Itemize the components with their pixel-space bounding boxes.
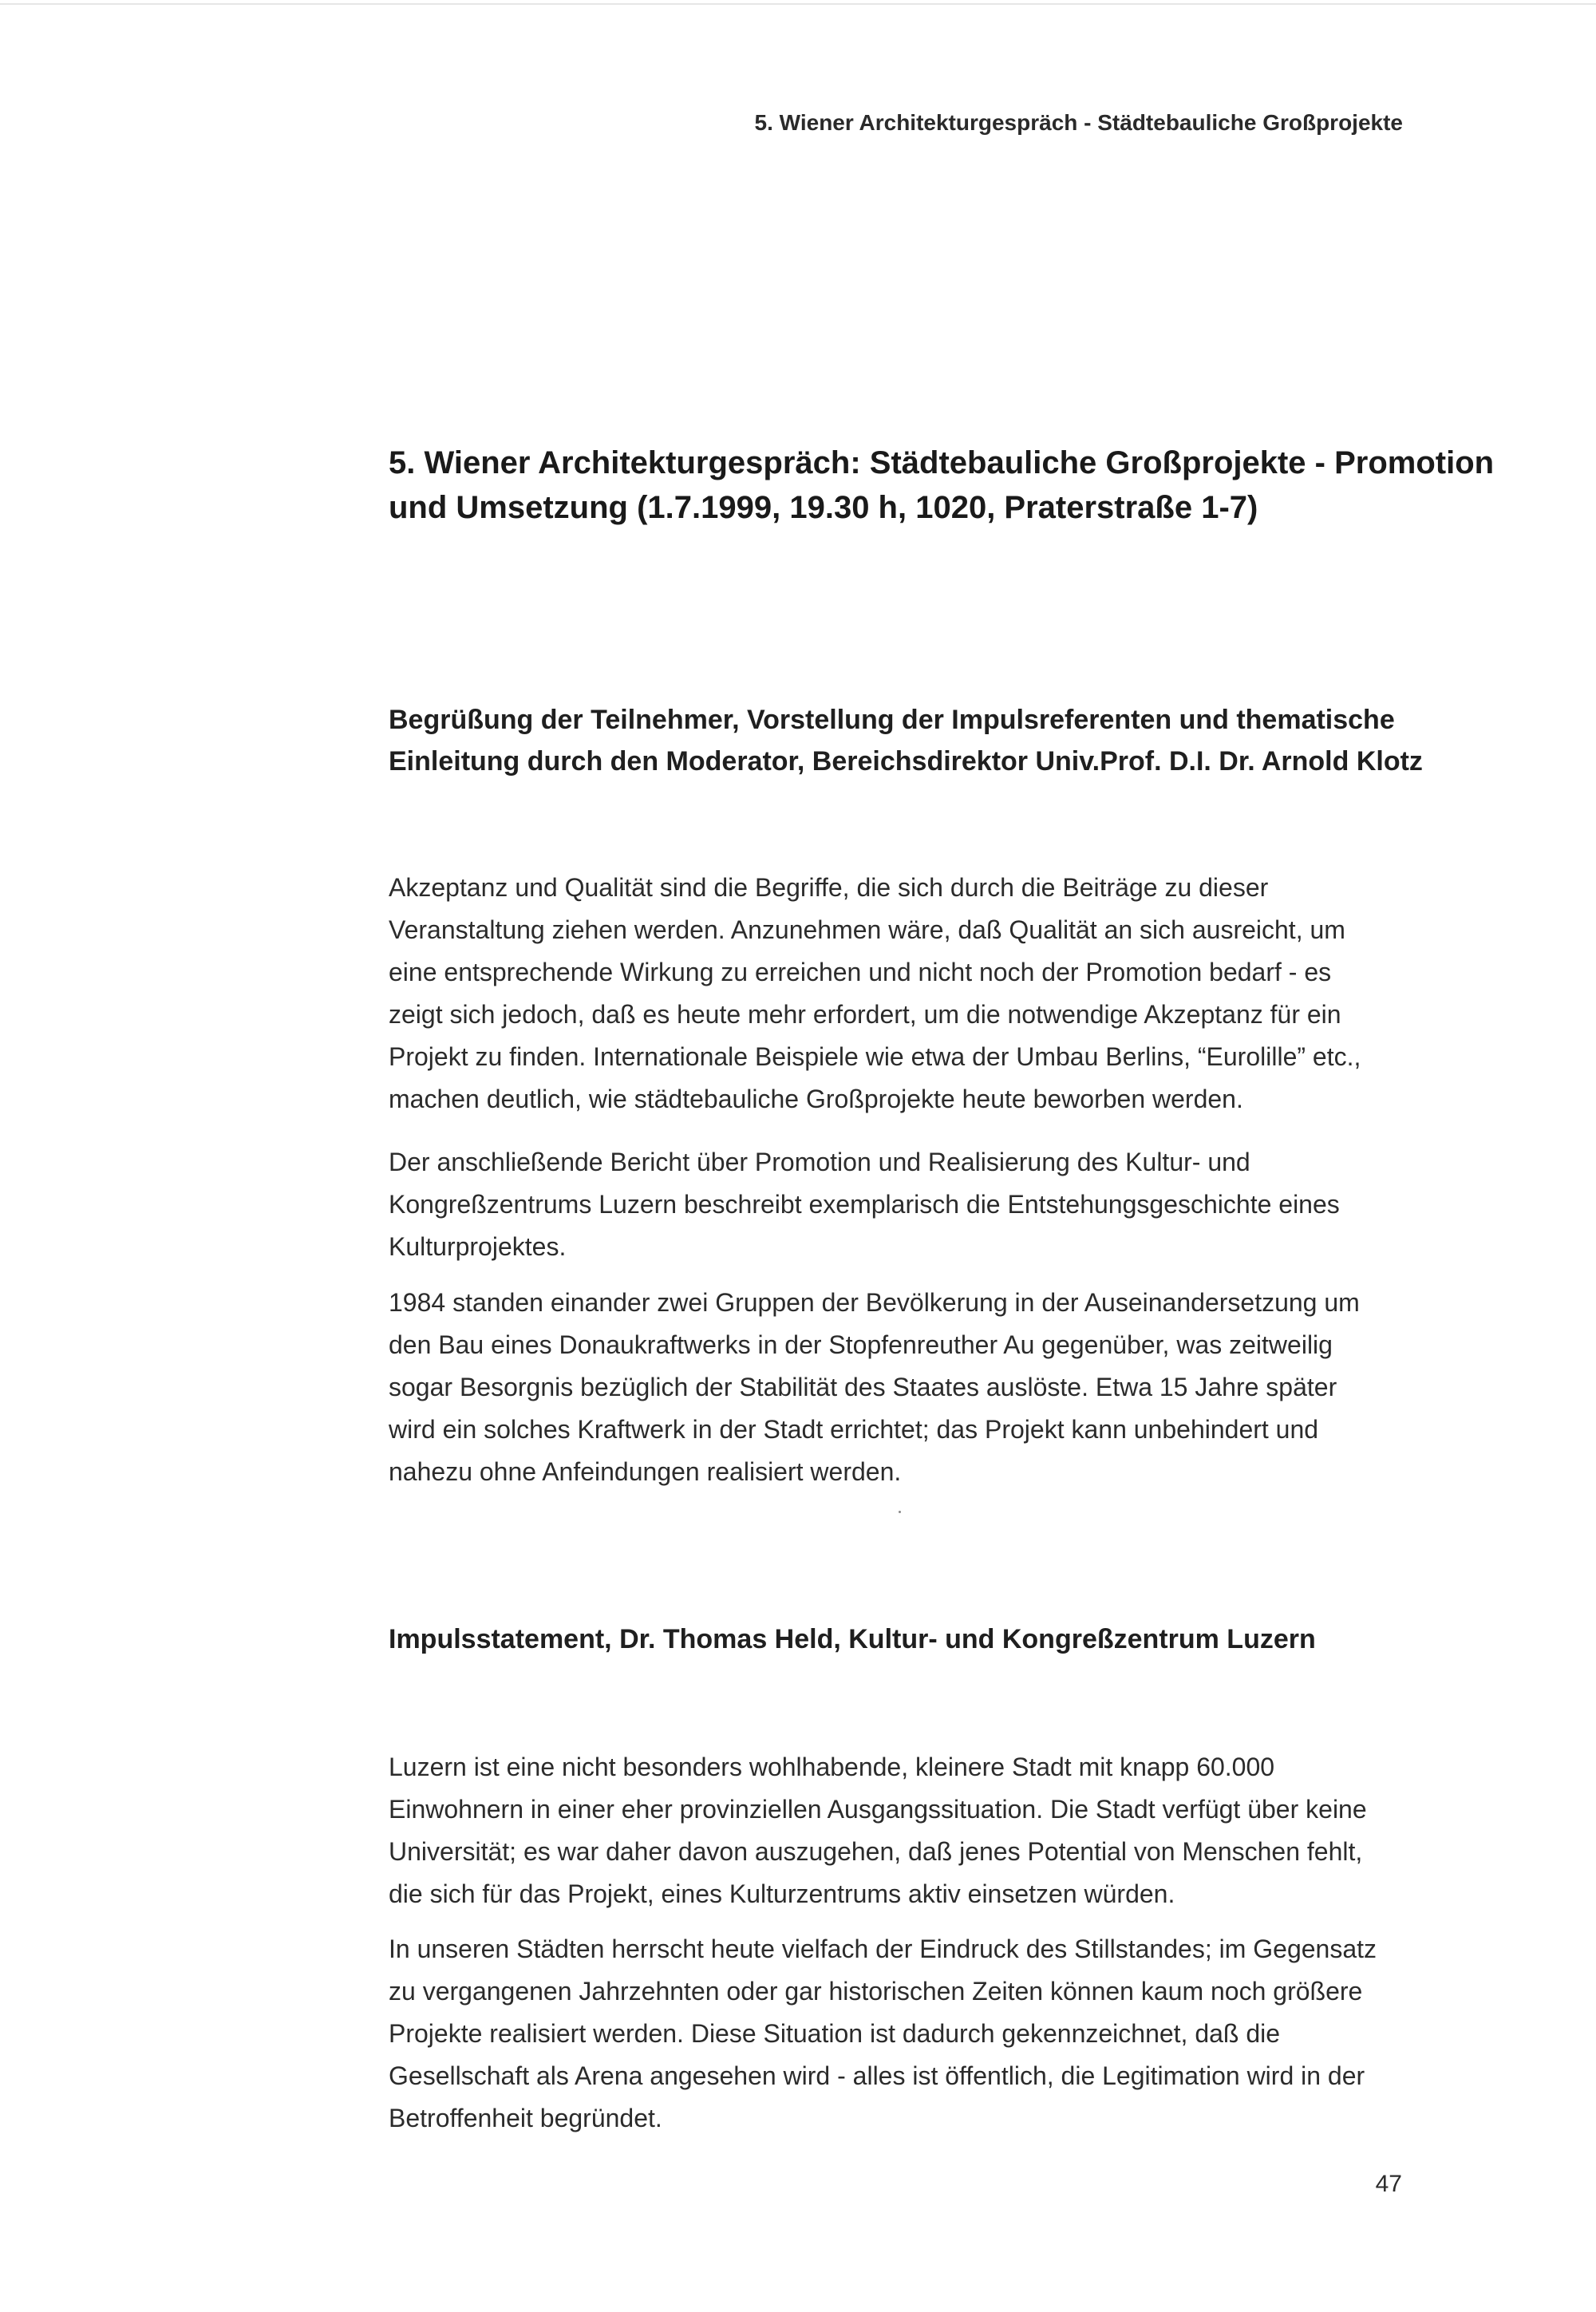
heading-line: Einleitung durch den Moderator, Bereichsdirektor Univ.Prof. D.I. Dr. Arnold Klotz <box>389 746 1423 777</box>
impuls-heading <box>389 1618 1410 1660</box>
text-line: Der anschließende Bericht über Promotion und Realisierung des Kultur- und <box>389 1148 1250 1176</box>
scan-speck <box>899 1511 901 1513</box>
text-line: Projekt zu finden. Internationale Beispiele wie etwa der Umbau Berlins, “Eurolille” etc., <box>389 1042 1361 1071</box>
text-line: Projekte realisiert werden. Diese Situation ist dadurch gekennzeichnet, daß die <box>389 2019 1281 2048</box>
text-line: 1984 standen einander zwei Gruppen der Bevölkerung in der Auseinandersetzung um <box>389 1288 1360 1317</box>
text-line: zeigt sich jedoch, daß es heute mehr erfordert, um die notwendige Akzeptanz für ein <box>389 1000 1341 1029</box>
scan-edge-line <box>0 3 1596 5</box>
text-line: Einwohnern in einer eher provinziellen Ausgangssituation. Die Stadt verfügt über keine <box>389 1795 1367 1824</box>
text-line: Veranstaltung ziehen werden. Anzunehmen wäre, daß Qualität an sich ausreicht, um <box>389 915 1345 944</box>
text-line: Akzeptanz und Qualität sind die Begriffe, die sich durch die Beiträge zu dieser <box>389 873 1269 902</box>
paragraph <box>389 1141 1410 1268</box>
text-line: eine entsprechende Wirkung zu erreichen und nicht noch der Promotion bedarf - es <box>389 958 1332 986</box>
text-line: zu vergangenen Jahrzehnten oder gar historischen Zeiten können kaum noch größere <box>389 1977 1363 2006</box>
heading-line: Impulsstatement, Dr. Thomas Held, Kultur- und Kongreßzentrum Luzern <box>389 1624 1316 1654</box>
text-line: Luzern ist eine nicht besonders wohlhabende, kleinere Stadt mit knapp 60.000 <box>389 1753 1275 1781</box>
text-line: In unseren Städten herrscht heute vielfach der Eindruck des Stillstandes; im Gegensatz <box>389 1935 1377 1963</box>
text-line: Universität; es war daher davon auszugehen, daß jenes Potential von Menschen fehlt, <box>389 1837 1363 1866</box>
paragraph <box>389 1928 1410 2140</box>
title-line: und Umsetzung (1.7.1999, 19.30 h, 1020, Praterstraße 1-7) <box>389 490 1258 525</box>
running-header: 5. Wiener Architekturgespräch - Städtebauliche Großprojekte <box>754 110 1403 135</box>
text-line: sogar Besorgnis bezüglich der Stabilität des Staates auslöste. Etwa 15 Jahre später <box>389 1373 1337 1401</box>
text-line: die sich für das Projekt, eines Kulturzentrums aktiv einsetzen würden. <box>389 1879 1175 1908</box>
text-line: Kongreßzentrums Luzern beschreibt exemplarisch die Entstehungsgeschichte eines <box>389 1190 1340 1219</box>
title-line: 5. Wiener Architekturgespräch: Städtebauliche Großprojekte - Promotion <box>389 445 1495 480</box>
paragraph <box>389 1282 1410 1493</box>
paragraph <box>389 1746 1410 1915</box>
text-line: Gesellschaft als Arena angesehen wird - alles ist öffentlich, die Legitimation wird in der <box>389 2061 1365 2090</box>
heading-line: Begrüßung der Teilnehmer, Vorstellung der Impulsreferenten und thematische <box>389 705 1395 735</box>
text-line: nahezu ohne Anfeindungen realisiert werden. <box>389 1457 902 1486</box>
intro-heading <box>389 699 1423 782</box>
text-line: wird ein solches Kraftwerk in der Stadt errichtet; das Projekt kann unbehindert und <box>389 1415 1319 1444</box>
text-line: Betroffenheit begründet. <box>389 2104 662 2132</box>
page-title <box>389 441 1495 530</box>
text-line: den Bau eines Donaukraftwerks in der Stopfenreuther Au gegenüber, was zeitweilig <box>389 1330 1333 1359</box>
paragraph <box>389 867 1410 1120</box>
text-line: machen deutlich, wie städtebauliche Großprojekte heute beworben werden. <box>389 1085 1243 1113</box>
text-line: Kulturprojektes. <box>389 1232 567 1261</box>
page-number: 47 <box>1375 2171 1402 2197</box>
